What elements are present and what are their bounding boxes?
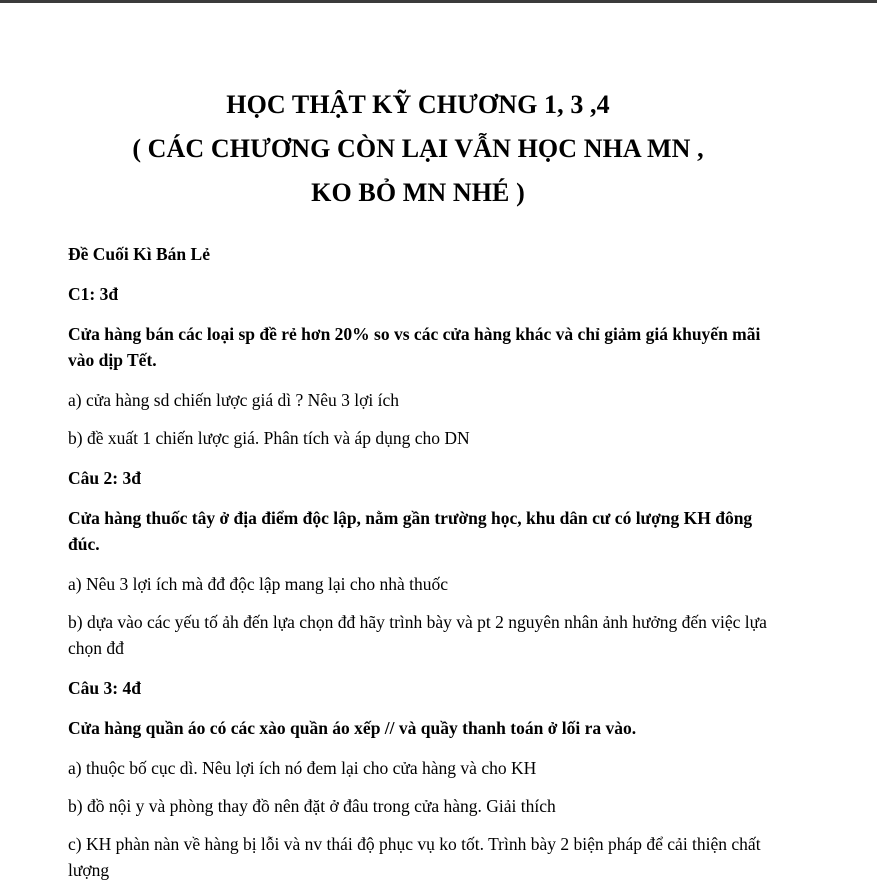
document-title-line-2: ( CÁC CHƯƠNG CÒN LẠI VẪN HỌC NHA MN , [132, 134, 704, 163]
spacer [68, 819, 768, 831]
question-part-3a: a) thuộc bố cục dì. Nêu lợi ích nó đem lại cho cửa hàng và cho KH [68, 758, 537, 778]
spacer [68, 267, 768, 281]
question-prompt-1: Cửa hàng bán các loại sp đề rẻ hơn 20% so vs các cửa hàng khác và chỉ giảm giá khuyến mãi vào dịp Tết. [68, 324, 761, 370]
question-heading-3: Câu 3: 4đ [68, 678, 141, 698]
question-prompt-3: Cửa hàng quần áo có các xào quần áo xếp // và quầy thanh toán ở lối ra vào. [68, 718, 637, 738]
question-prompt-2: Cửa hàng thuốc tây ở địa điểm độc lập, nằm gần trường học, khu dân cư có lượng KH đông đúc. [68, 508, 753, 554]
spacer [68, 661, 768, 675]
spacer [68, 373, 768, 387]
question-part-3b: b) đồ nội y và phòng thay đồ nên đặt ở đâu trong cửa hàng. Giải thích [68, 796, 556, 816]
question-heading-2: Câu 2: 3đ [68, 468, 141, 488]
question-part-1b: b) đề xuất 1 chiến lược giá. Phân tích và áp dụng cho DN [68, 428, 470, 448]
document-content [68, 3, 768, 883]
exam-label: Đề Cuối Kì Bán Lẻ [68, 244, 210, 264]
spacer [68, 307, 768, 321]
spacer [68, 451, 768, 465]
question-part-3c: c) KH phàn nàn về hàng bị lỗi và nv thái độ phục vụ ko tốt. Trình bày 2 biện pháp để cải thiện chất lượng [68, 834, 761, 880]
question-part-1a: a) cửa hàng sd chiến lược giá dì ? Nêu 3 lợi ích [68, 390, 399, 410]
spacer [68, 701, 768, 715]
spacer [68, 557, 768, 571]
document-page [0, 3, 877, 880]
spacer [68, 597, 768, 609]
document-title [68, 3, 768, 215]
spacer [68, 215, 768, 241]
document-title-line-3: KO BỎ MN NHÉ ) [311, 178, 525, 207]
question-heading-1: C1: 3đ [68, 284, 119, 304]
spacer [68, 413, 768, 425]
question-part-2b: b) dựa vào các yếu tố ảh đến lựa chọn đđ hãy trình bày và pt 2 nguyên nhân ảnh hưởng đến việc lựa chọn đđ [68, 612, 767, 658]
document-title-line-1: HỌC THẬT KỸ CHƯƠNG 1, 3 ,4 [226, 90, 610, 119]
question-part-2a: a) Nêu 3 lợi ích mà đđ độc lập mang lại cho nhà thuốc [68, 574, 449, 594]
spacer [68, 491, 768, 505]
spacer [68, 781, 768, 793]
spacer [68, 741, 768, 755]
